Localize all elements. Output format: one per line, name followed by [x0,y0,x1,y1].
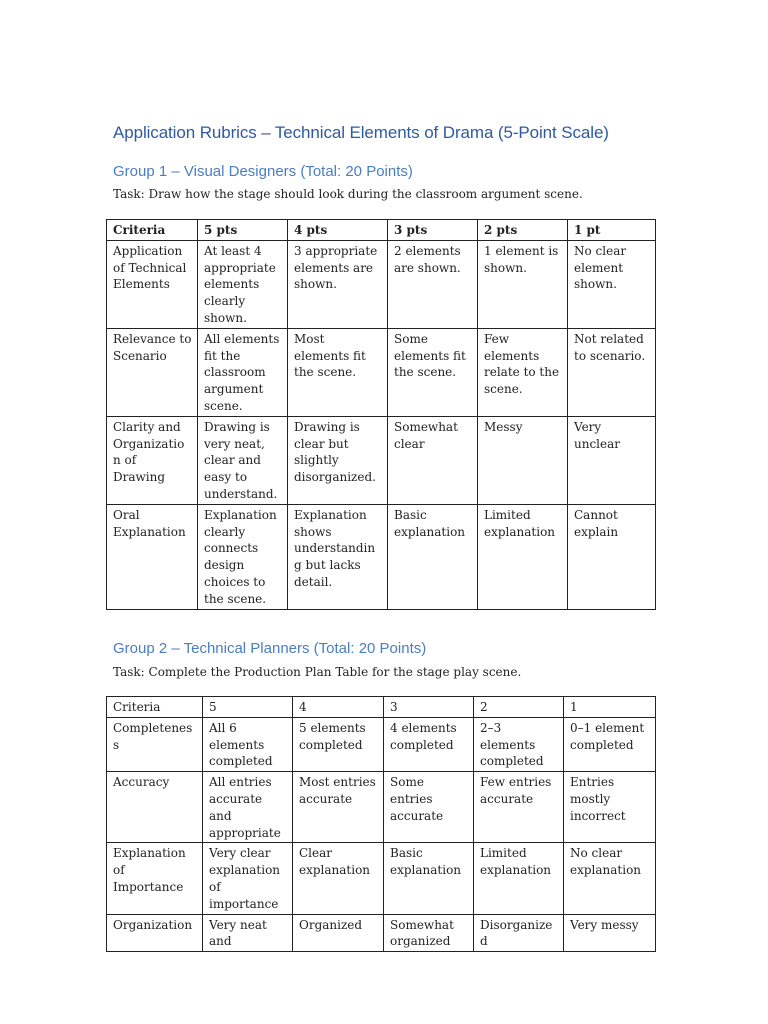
table-cell: Somewhat clear [388,416,478,504]
table-cell: Few entries accurate [474,772,564,843]
table-row [107,328,656,416]
table-cell: 2 elements are shown. [388,240,478,328]
table-cell: Limited explanation [478,504,568,609]
table-cell: No clear element shown. [568,240,656,328]
table-cell: Explanation shows understanding but lacks detail. [288,504,388,609]
criteria-cell: Completeness [107,717,203,771]
criteria-cell: Accuracy [107,772,203,843]
table-cell: Somewhat organized [384,914,474,952]
table-cell: Basic explanation [388,504,478,609]
group2-task: Task: Complete the Production Plan Table for the stage play scene. [113,665,522,679]
criteria-cell: Explanation of Importance [107,843,203,914]
criteria-cell: Oral Explanation [107,504,198,609]
table-row [107,843,656,914]
header-cell: 2 [474,697,564,718]
table-row [107,717,656,771]
group1-rubric-table [106,219,656,610]
table-cell: 1 element is shown. [478,240,568,328]
table-row [107,504,656,609]
group1-heading: Group 1 – Visual Designers (Total: 20 Points) [113,163,413,180]
document-title: Application Rubrics – Technical Elements of Drama (5-Point Scale) [113,123,609,142]
table-cell: Entries mostly incorrect [564,772,656,843]
table-cell: 4 elements completed [384,717,474,771]
table-cell: Cannot explain [568,504,656,609]
table-cell: Very clear explanation of importance [203,843,293,914]
table-row [107,772,656,843]
table-cell: No clear explanation [564,843,656,914]
group2-heading: Group 2 – Technical Planners (Total: 20 Points) [113,640,427,657]
table-cell: 2–3 elements completed [474,717,564,771]
header-cell: 1 pt [568,220,656,241]
table-cell: Some elements fit the scene. [388,328,478,416]
table-cell: Disorganized [474,914,564,952]
header-cell: 3 pts [388,220,478,241]
header-cell: 2 pts [478,220,568,241]
header-cell: Criteria [107,697,203,718]
header-cell: 4 pts [288,220,388,241]
table-cell: Most entries accurate [293,772,384,843]
header-cell: 5 pts [198,220,288,241]
table-cell: Limited explanation [474,843,564,914]
table-cell: Very neat and [203,914,293,952]
table-cell: Messy [478,416,568,504]
table-cell: Explanation clearly connects design choices to the scene. [198,504,288,609]
table-header-row [107,697,656,718]
group1-task: Task: Draw how the stage should look during the classroom argument scene. [113,187,583,201]
header-cell: 3 [384,697,474,718]
table-cell: Most elements fit the scene. [288,328,388,416]
table-row [107,240,656,328]
table-cell: 3 appropriate elements are shown. [288,240,388,328]
table-cell: Some entries accurate [384,772,474,843]
table-cell: Basic explanation [384,843,474,914]
table-cell: Not related to scenario. [568,328,656,416]
table-cell: 0–1 element completed [564,717,656,771]
table-row [107,416,656,504]
table-cell: Drawing is very neat, clear and easy to understand. [198,416,288,504]
table-cell: Few elements relate to the scene. [478,328,568,416]
table-cell: All elements fit the classroom argument scene. [198,328,288,416]
table-cell: Very unclear [568,416,656,504]
criteria-cell: Application of Technical Elements [107,240,198,328]
criteria-cell: Organization [107,914,203,952]
header-cell: 1 [564,697,656,718]
criteria-cell: Clarity and Organization of Drawing [107,416,198,504]
table-cell: Organized [293,914,384,952]
header-cell: 5 [203,697,293,718]
header-cell: Criteria [107,220,198,241]
table-cell: Drawing is clear but slightly disorganized. [288,416,388,504]
group2-rubric-table [106,696,656,952]
criteria-cell: Relevance to Scenario [107,328,198,416]
table-row [107,914,656,952]
table-cell: All entries accurate and appropriate [203,772,293,843]
table-cell: At least 4 appropriate elements clearly shown. [198,240,288,328]
table-cell: All 6 elements completed [203,717,293,771]
table-cell: Clear explanation [293,843,384,914]
table-header-row [107,220,656,241]
table-cell: Very messy [564,914,656,952]
header-cell: 4 [293,697,384,718]
table-cell: 5 elements completed [293,717,384,771]
